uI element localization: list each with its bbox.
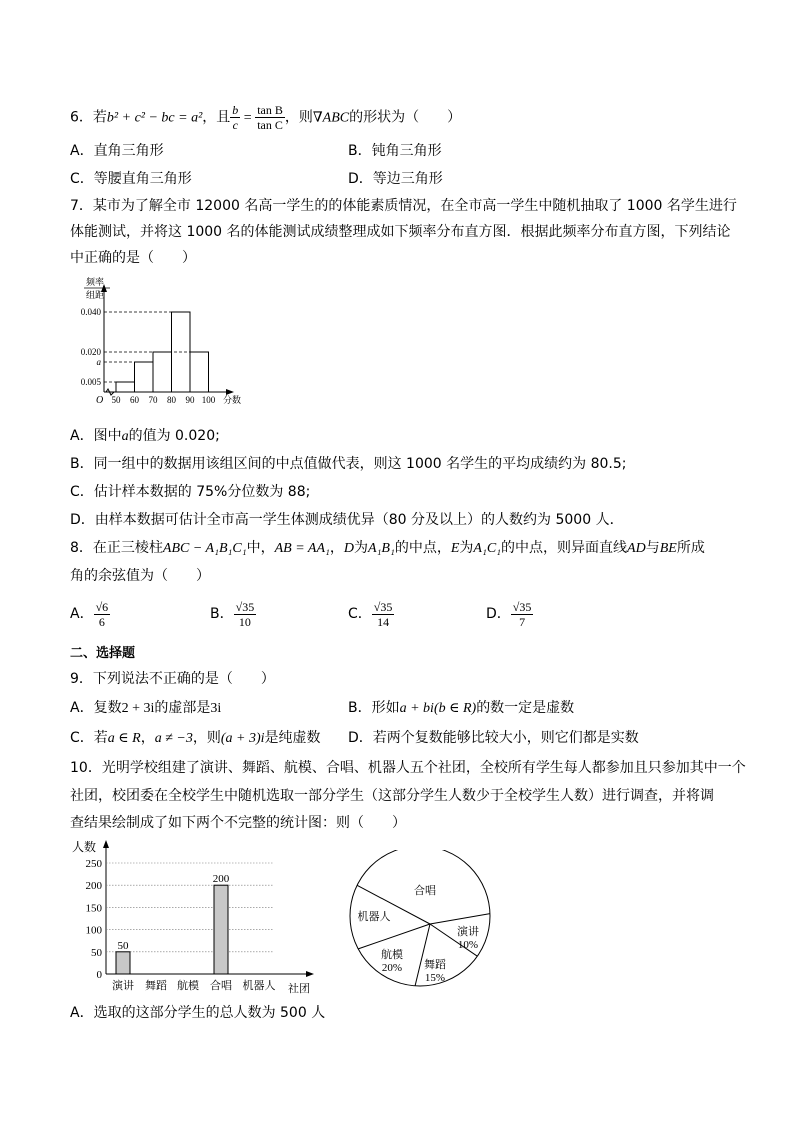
q8-line-be: BE (659, 541, 677, 556)
histogram-bar (116, 382, 135, 392)
q6-number: 6．若 (70, 109, 107, 126)
bar-data-label: 200 (212, 873, 230, 886)
q9-option-a-pre: A．复数 (70, 700, 122, 716)
q10-stem-line1: 10．光明学校组建了演讲、舞蹈、航模、合唱、机器人五个社团，全校所有学生每人都参加且只参加其中一个 (70, 760, 746, 776)
pie-slice-label: 舞蹈 (424, 959, 446, 971)
q9-option-c-pre: C．若 (70, 730, 108, 746)
q8-option-c-num: √35 (373, 599, 393, 614)
q8-option-d[interactable] (486, 596, 533, 632)
bar-data-label: 50 (117, 939, 129, 952)
q6-fraction-b-c (230, 103, 240, 132)
q8-option-a[interactable] (70, 596, 110, 632)
q8-option-c-label: C． (348, 606, 372, 622)
q8-option-c[interactable] (348, 596, 394, 632)
pie-percent-label: 10% (457, 939, 479, 951)
y-tick-label: 200 (85, 880, 102, 893)
y-tick-label: 250 (85, 858, 102, 870)
y-label-den: 组距 (86, 290, 105, 300)
q9-option-c-mid: ， (140, 730, 155, 746)
q8-option-a-num: √6 (95, 599, 109, 614)
origin-label: O (96, 395, 104, 406)
y-tick-label: a (96, 357, 101, 367)
x-tick-label: 90 (185, 395, 195, 405)
q9-option-c-post: 是纯虚数 (264, 730, 321, 746)
section-heading: 二、选择题 (70, 646, 136, 661)
histogram-bar (153, 352, 172, 392)
q8-mid1: 中， (246, 540, 275, 556)
q9-option-b-pre: B．形如 (348, 700, 400, 716)
q8-mid6: 的中点，则异面直线 (501, 540, 628, 556)
q6-frac1-den: c (230, 117, 240, 132)
q7-option-c[interactable]: C．估计样本数据的 75%分位数为 88; (70, 484, 311, 500)
x-tick-label: 60 (130, 395, 139, 405)
q8-option-b-fraction (234, 600, 257, 629)
pie-slice-label: 合唱 (414, 885, 436, 897)
club-bar-chart (66, 836, 326, 998)
q8-stem-line2: 角的余弦值为（ ） (70, 568, 210, 584)
q6-frac2-den: tan C (257, 118, 283, 132)
q6-option-c[interactable]: C．等腰直角三角形 (70, 171, 192, 187)
q8-mid8: 所成 (676, 540, 705, 556)
x-tick-label: 机器人 (242, 980, 276, 992)
x-tick-label: 合唱 (210, 980, 232, 992)
x-tick-label: 航模 (177, 980, 199, 992)
q8-option-a-label: A． (70, 606, 94, 622)
q7-option-a-pre: A．图中 (70, 428, 122, 444)
q6-option-d[interactable]: D．等边三角形 (348, 171, 443, 187)
q9-option-c[interactable] (70, 728, 321, 749)
q8-seg-a1c1: A₁C₁ (473, 541, 502, 556)
y-tick-label: 50 (91, 946, 102, 959)
x-tick-label: 50 (111, 395, 121, 405)
q7-option-a[interactable] (70, 426, 220, 447)
q8-pre: 8．在正三棱柱 (70, 540, 163, 556)
q8-option-d-label: D． (486, 606, 511, 622)
q6-frac2-num: tan B (257, 103, 283, 117)
q8-prism: ABC − A₁B₁C₁ (162, 541, 247, 556)
q9-stem: 9．下列说法不正确的是（ ） (70, 671, 275, 687)
q9-option-c-math2: a ≠ −3 (154, 731, 193, 746)
q8-mid2: ， (329, 540, 344, 556)
q7-option-d[interactable]: D．由样本数据可估计全市高一学生体测成绩优异（80 分及以上）的人数约为 5000 人． (70, 512, 624, 528)
q9-option-a[interactable] (70, 698, 221, 719)
q7-option-b[interactable]: B．同一组中的数据用该组区间的中点值做代表，则这 1000 名学生的平均成绩约为 80.5; (70, 456, 627, 472)
q6-option-b[interactable]: B．钝角三角形 (348, 143, 442, 159)
pie-slice-label: 机器人 (357, 911, 391, 923)
q8-line-ad: AD (627, 541, 646, 556)
pie-slice-label: 航模 (381, 949, 403, 961)
q8-option-d-num: √35 (512, 599, 532, 614)
q9-option-b-post: 的数一定是虚数 (476, 700, 575, 716)
q7-stem-line1: 7．某市为了解全市 12000 名高一学生的的体能素质情况，在全市高一学生中随机抽取了 1000 名学生进行 (70, 198, 737, 214)
pie-slice-label: 演讲 (457, 926, 479, 938)
y-tick-label: 150 (85, 902, 102, 915)
y-tick-label: 0 (96, 969, 102, 981)
q8-option-d-den: 7 (511, 614, 534, 629)
y-tick-label: 0.020 (80, 347, 101, 357)
club-bar (214, 885, 228, 974)
x-axis-arrow (306, 971, 314, 977)
q8-stem-line1 (70, 538, 705, 559)
frequency-histogram (66, 272, 266, 424)
q8-seg-a1b1: A₁B₁ (368, 541, 395, 556)
q9-option-d[interactable]: D．若两个复数能够比较大小，则它们都是实数 (348, 730, 639, 746)
pie-percent-label: 20% (381, 962, 403, 974)
y-axis-arrow (103, 840, 109, 848)
x-tick-label: 舞蹈 (145, 980, 167, 992)
x-tick-label: 演讲 (112, 980, 134, 992)
pie-percent-label: 15% (424, 972, 446, 984)
q9-option-a-math: 2 + 3i (121, 701, 155, 716)
q8-point-e: E (450, 541, 460, 556)
q8-option-b-label: B． (210, 606, 234, 622)
q8-option-c-fraction (372, 600, 395, 629)
x-tick-label: 70 (148, 395, 158, 405)
q8-option-b-den: 10 (234, 614, 257, 629)
q6-triangle: ∇ABC (312, 110, 350, 126)
q6-and: ，且 (202, 109, 231, 126)
q7-option-a-post: 的值为 0.020; (128, 428, 220, 444)
q6-frac1-num: b (232, 103, 239, 117)
histogram-bar (190, 352, 209, 392)
q6-stem (70, 103, 461, 132)
q6-option-a[interactable]: A．直角三角形 (70, 143, 164, 159)
y-axis-label: 人数 (72, 840, 97, 854)
histogram-bar (135, 362, 154, 392)
q6-equation: b² + c² − bc = a² (106, 110, 203, 126)
q8-mid3: 为 (354, 540, 369, 556)
q9-option-b-math: a + bi(b ∈ R) (399, 701, 477, 716)
q9-option-a-math2: 3i (210, 701, 222, 716)
q10-stem-line2: 社团，校团委在全校学生中随机选取一部分学生（这部分学生人数少于全校学生人数）进行调查，并将调 (70, 788, 714, 804)
q6-equals: = (240, 110, 256, 126)
q7-stem-line2: 体能测试，并将这 1000 名的体能测试成绩整理成如下频率分布直方图．根据此频率分布直方图，下列结论 (70, 224, 731, 240)
q8-option-b-num: √35 (235, 599, 255, 614)
q8-mid4: 的中点， (394, 540, 451, 556)
q10-stem-line3: 查结果绘制成了如下两个不完整的统计图：则（ ） (70, 815, 406, 831)
q8-mid7: 与 (645, 540, 660, 556)
q6-tail2: 的形状为（ ） (349, 109, 462, 126)
q9-option-b[interactable] (348, 698, 574, 719)
q8-option-d-fraction (511, 600, 534, 629)
q8-point-d: D (343, 541, 355, 556)
x-axis-label: 分数 (223, 395, 242, 405)
q7-stem-line3: 中正确的是（ ） (70, 250, 196, 266)
q8-option-a-fraction (94, 600, 111, 629)
q10-option-a[interactable]: A．选取的这部分学生的总人数为 500 人 (70, 1005, 326, 1021)
q6-tail: ，则 (284, 109, 313, 126)
q8-cond1: AB = AA₁ (274, 541, 330, 556)
q7-option-a-var: a (121, 429, 129, 444)
q8-option-b[interactable] (210, 596, 256, 632)
y-label-num: 频率 (86, 277, 105, 287)
x-axis-label: 社团 (288, 983, 310, 995)
y-tick-label: 0.005 (80, 377, 101, 387)
club-bar (116, 952, 130, 974)
q9-option-a-post: 的虚部是 (154, 700, 211, 716)
club-pie-chart (340, 850, 500, 990)
y-tick-label: 0.040 (80, 307, 101, 317)
q9-option-c-math3: (a + 3)i (220, 731, 265, 746)
q6-fraction-tan (255, 103, 285, 132)
q8-option-a-den: 6 (94, 614, 111, 629)
q9-option-c-mid2: ，则 (192, 730, 221, 746)
q8-mid5: 为 (459, 540, 474, 556)
x-tick-label: 100 (201, 395, 216, 405)
q8-option-c-den: 14 (372, 614, 395, 629)
q9-option-c-math1: a ∈ R (107, 731, 141, 746)
y-tick-label: 100 (85, 924, 102, 937)
x-tick-label: 80 (167, 395, 176, 405)
